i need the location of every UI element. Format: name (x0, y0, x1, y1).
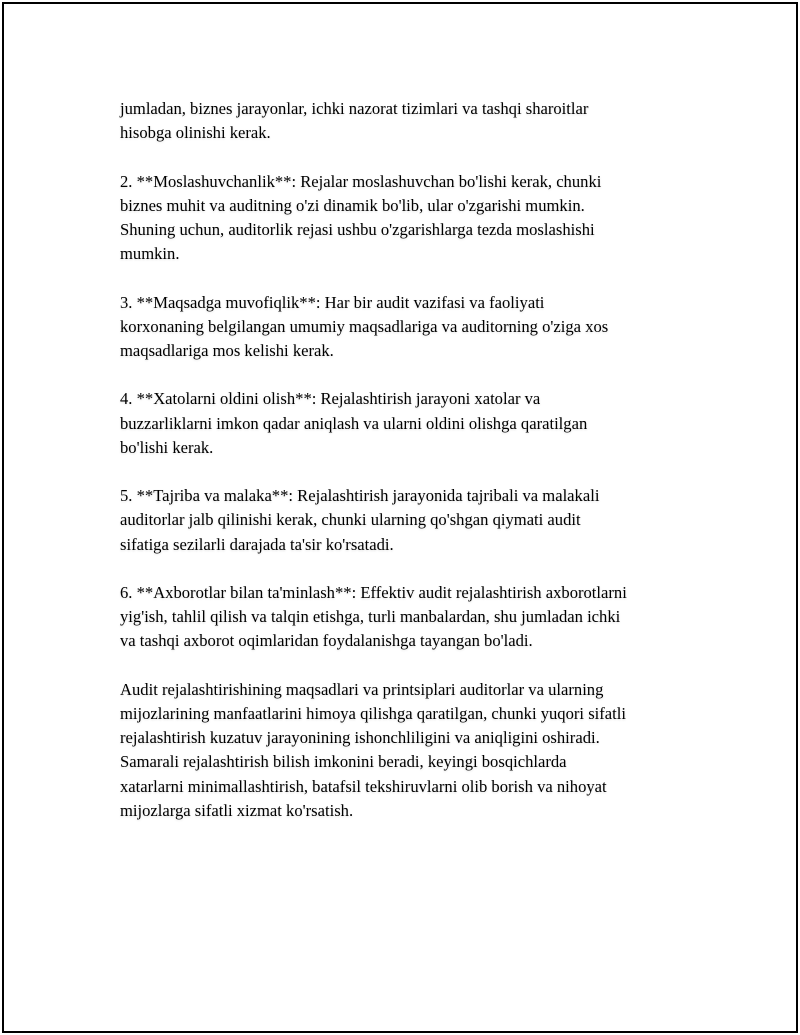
text-line: hisobga olinishi kerak. (120, 123, 271, 143)
paragraph-item-5 (120, 484, 698, 557)
text-line: auditorlar jalb qilinishi kerak, chunki ularning qo'shgan qiymati audit (120, 510, 581, 530)
text-line: Samarali rejalashtirish bilish imkonini beradi, keyingi bosqichlarda (120, 752, 567, 772)
text-line: 6. **Axborotlar bilan ta'minlash**: Effektiv audit rejalashtirish axborotlarni (120, 582, 627, 602)
text-line: Shuning uchun, auditorlik rejasi ushbu o'zgarishlarga tezda moslashishi (120, 220, 595, 239)
text-line: xatarlarni minimallashtirish, batafsil tekshiruvlarni olib borish va nihoyat (120, 776, 607, 796)
text-line: 4. **Xatolarni oldini olish**: Rejalashtirish jarayoni xatolar va (120, 389, 541, 409)
text-line: maqsadlariga mos kelishi kerak. (120, 341, 334, 360)
text-line: rejalashtirish kuzatuv jarayonining ishonchliligini va aniqligini oshiradi. (120, 728, 600, 748)
text-line: bo'lishi kerak. (120, 437, 214, 457)
text-line: mijozlarining manfaatlarini himoya qilishga qaratilgan, chunki yuqori sifatli (120, 703, 626, 723)
text-line: 2. **Moslashuvchanlik**: Rejalar moslashuvchan bo'lishi kerak, chunki (120, 171, 602, 191)
text-line: 3. **Maqsadga muvofiqlik**: Har bir audit vazifasi va faoliyati (120, 292, 545, 312)
text-line: 5. **Tajriba va malaka**: Rejalashtirish jarayonida tajribali va malakali (120, 486, 600, 506)
paragraph-conclusion (120, 678, 698, 823)
text-line: Audit rejalashtirishining maqsadlari va printsiplari auditorlar va ularning (120, 679, 604, 699)
text-line: korxonaning belgilangan umumiy maqsadlariga va auditorning o'ziga xos (120, 316, 609, 336)
paragraph-item-3 (120, 291, 698, 364)
paragraph-continuation (120, 97, 698, 145)
text-line: jumladan, biznes jarayonlar, ichki nazorat tizimlari va tashqi sharoitlar (120, 99, 589, 118)
text-line: sifatiga sezilarli darajada ta'sir ko'rsatadi. (120, 534, 394, 554)
text-line: mumkin. (120, 244, 180, 264)
text-line: yig'ish, tahlil qilish va talqin etishga, turli manbalardan, shu jumladan ichki (120, 607, 621, 627)
text-line: mijozlarga sifatli xizmat ko'rsatish. (120, 800, 354, 820)
paragraph-item-6 (120, 581, 698, 654)
text-line: biznes muhit va auditning o'zi dinamik bo'lib, ular o'zgarishi mumkin. (120, 195, 585, 215)
paragraph-item-2 (120, 170, 698, 267)
text-line: buzzarliklarni imkon qadar aniqlash va ularni oldini olishga qaratilgan (120, 413, 588, 433)
document-page (2, 2, 798, 1033)
paragraph-item-4 (120, 387, 698, 460)
text-line: va tashqi axborot oqimlaridan foydalanishga tayangan bo'ladi. (120, 631, 533, 651)
document-body (120, 97, 698, 847)
